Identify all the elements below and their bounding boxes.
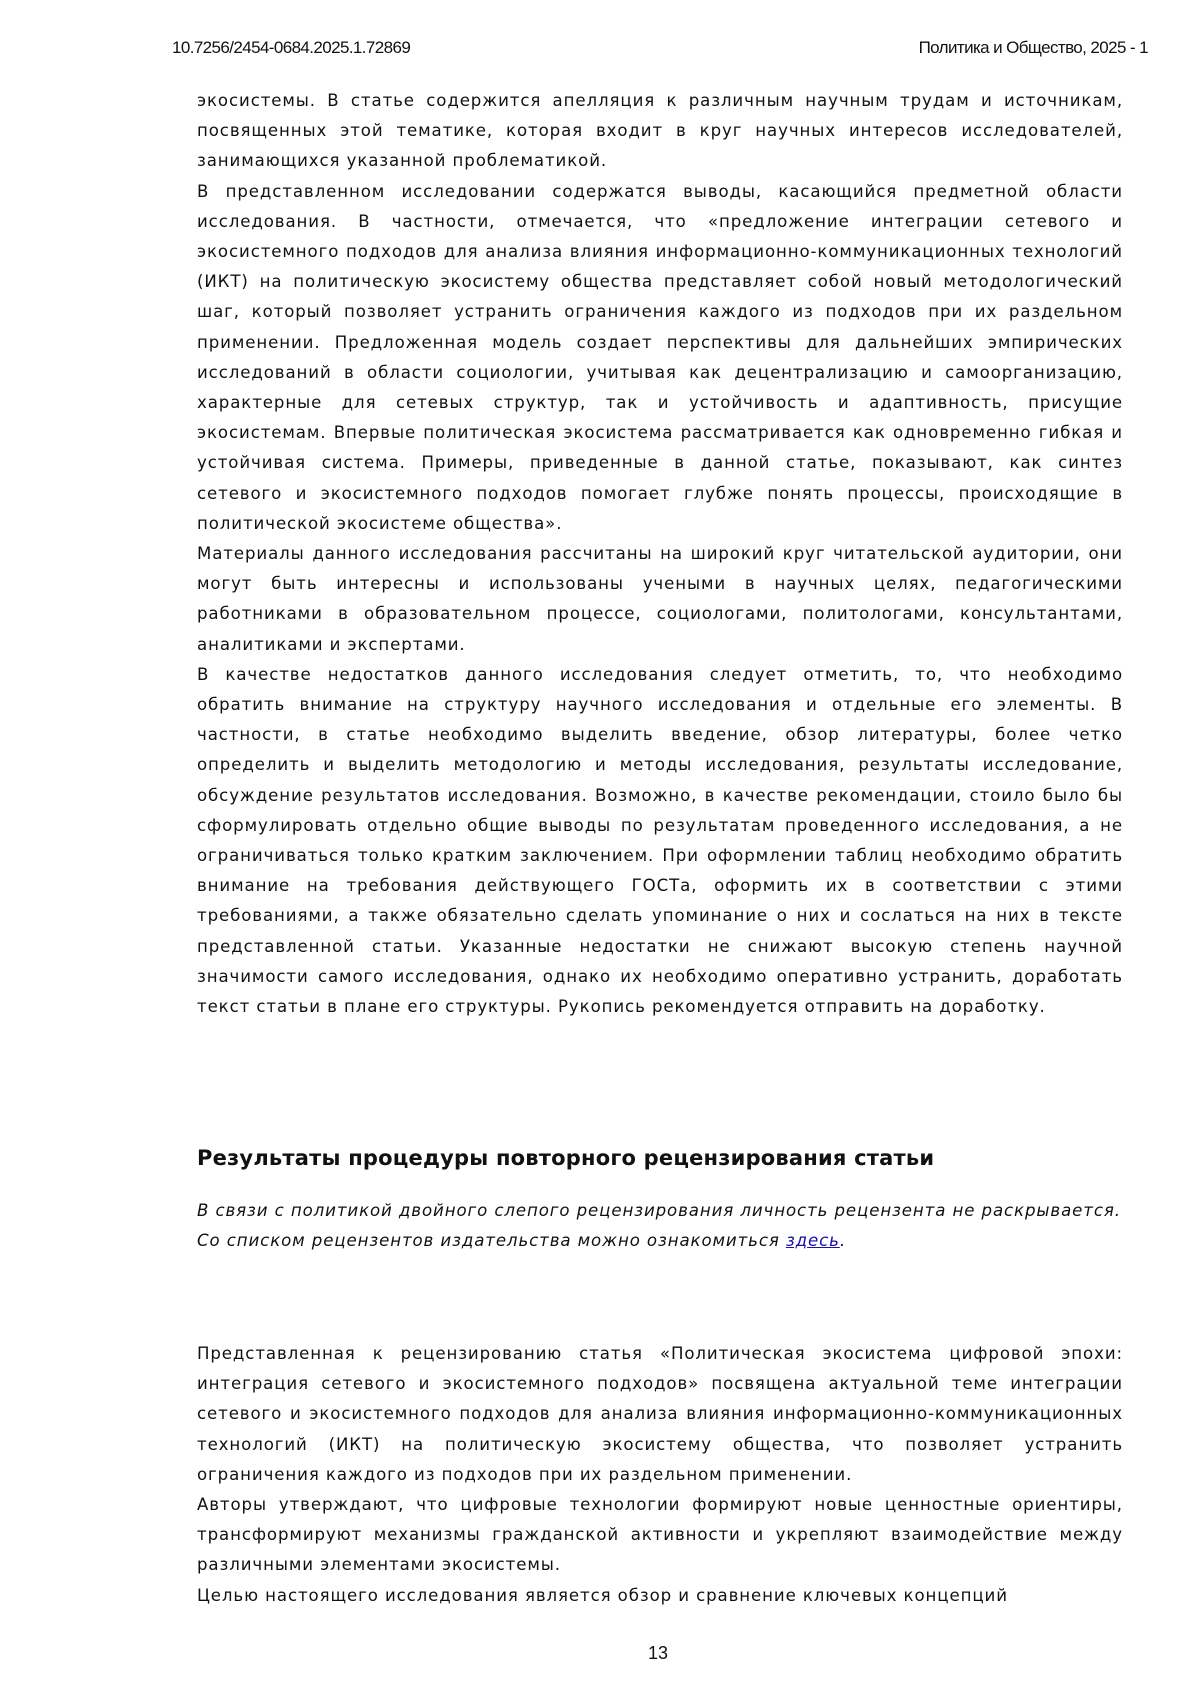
paragraph: В качестве недостатков данного исследования следует отметить, то, что необходимо обратить внимание на структуру научного исследования и отдельные его элементы. В частности, в статье необходимо выделить введение, обзор литературы, более четко определить и выделить методологию и методы исследования, результаты исследование, обсуждение результатов исследования. Возможно, в качестве рекомендации, стоило было бы сформулировать отдельно общие выводы по результатам проведенного исследования, а не ограничиваться только кратким заключением. При оформлении таблиц необходимо обратить внимание на требования действующего ГОСТа, оформить их в соответствии с этими требованиями, а также обязательно сделать упоминание о них и сослаться на них в тексте представленной статьи. Указанные недостатки не снижают высокую степень научной значимости самого исследования, однако их необходимо оперативно устранить, доработать текст статьи в плане его структуры. Рукопись рекомендуется отправить на доработку. [197, 664, 1123, 1017]
note-reviewers [197, 1226, 1123, 1256]
reviewers-link[interactable]: здесь [785, 1231, 840, 1251]
paragraph: В представленном исследовании содержатся выводы, касающийся предметной области исследования. В частности, отмечается, что «предложение интеграции сетевого и экосистемного подходов для анализа влияния информационно-коммуникационных технологий (ИКТ) на политическую экосистему общества представляет собой новый методологический шаг, который позволяет устранить ограничения каждого из подходов при их раздельном применении. Предложенная модель создает перспективы для дальнейших эмпирических исследований в области социологии, учитывая как децентрализацию и самоорганизацию, характерные для сетевых структур, так и устойчивость и адаптивность, присущие экосистемам. Впервые политическая экосистема рассматривается как одновременно гибкая и устойчивая система. Примеры, приведенные в данной статье, показывают, как синтез сетевого и экосистемного подходов помогает глубже понять процессы, происходящие в политической экосистеме общества». [197, 181, 1123, 533]
journal-title: Политика и Общество, 2025 - 1 [918, 38, 1148, 57]
note-anonymity: В связи с политикой двойного слепого рецензирования личность рецензента не раскрывается. [197, 1201, 1121, 1220]
doi-text: 10.7256/2454-0684.2025.1.72869 [172, 38, 411, 57]
second-review-body [197, 1339, 1123, 1611]
paragraph: экосистемы. В статье содержится апелляция к различным научным трудам и источникам, посвященных этой тематике, которая входит в круг научных интересов исследователей, занимающихся указанной проблематикой. [197, 91, 1123, 171]
review-note [197, 1196, 1123, 1256]
note-reviewers-end: . [839, 1231, 847, 1251]
paragraph: Представленная к рецензированию статья «Политическая экосистема цифровой эпохи: интеграция сетевого и экосистемного подходов» посвящена актуальной теме интеграции сетевого и экосистемного подходов для анализа влияния информационно-коммуникационных технологий (ИКТ) на политическую экосистему общества, что позволяет устранить ограничения каждого из подходов при их раздельном применении. [197, 1344, 1123, 1484]
paragraph: Материалы данного исследования рассчитаны на широкий круг читательской аудитории, они могут быть интересны и использованы учеными в научных целях, педагогическими работниками в образовательном процессе, социологами, политологами, консультантами, аналитиками и экспертами. [197, 544, 1123, 654]
page-number: 13 [647, 1643, 669, 1663]
paragraph: Целью настоящего исследования является обзор и сравнение ключевых концепций [197, 1585, 1008, 1605]
paragraph: Авторы утверждают, что цифровые технологии формируют новые ценностные ориентиры, трансформируют механизмы гражданской активности и укрепляют взаимодействие между различными элементами экосистемы. [197, 1495, 1123, 1575]
note-reviewers-text: Со списком рецензентов издательства можно ознакомиться [197, 1231, 786, 1251]
page-header [172, 38, 1148, 60]
section-title: Результаты процедуры повторного рецензирования статьи [197, 1146, 935, 1170]
review-body [197, 86, 1123, 1022]
